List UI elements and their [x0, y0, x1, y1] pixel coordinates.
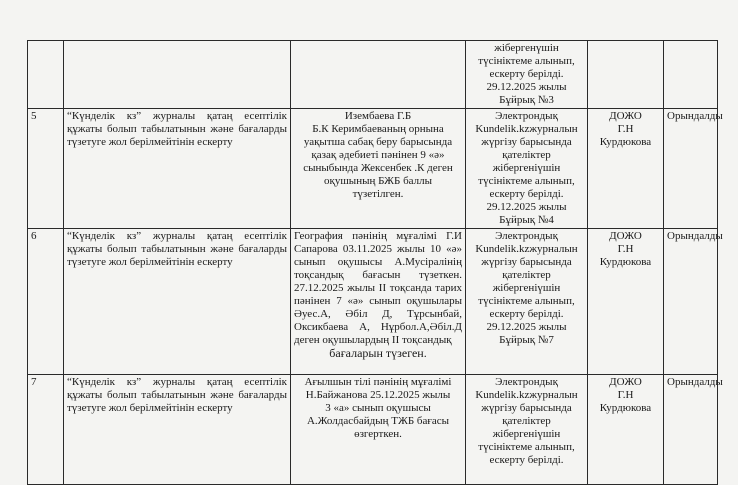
description-line: Изембаева Г.Б [344, 110, 412, 122]
result-line: Kundelik.kzжурналын [475, 243, 578, 255]
result-line: Kundelik.kzжурналын [475, 123, 578, 135]
responsible-line: Курдюкова [599, 402, 652, 414]
responsible-cell [588, 375, 664, 485]
description-text: География пәнінің мұғалімі Г.И Сапарова 03.11.2025 жылы 10 «ә» сынып оқушысы А.Мусіралінің тоқсандық бағасын түзеткен. 27.12.2025 жылы ІІ тоқсанда тарих пәнінен 7 «ә» сынып оқушылары Әуес.А, Әбіл Д, Тұрсынбай, Оксикбаева А, Нұрбол.А,Әбіл.Д деген оқушылардың ІІ тоқсандық [294, 230, 462, 346]
status-text: Орындалды [664, 229, 718, 375]
result-line: қателіктер [502, 269, 551, 281]
result-line: ескерту берілді. [489, 188, 564, 200]
result-line: Бұйрық №3 [499, 94, 554, 106]
issue-text: “Күнделік кз” журналы қатаң есептілік құжаты болып табылатынын және бағаларды түзетуге жол берілмейтінін ескерту [64, 229, 291, 375]
description-line: түзетілген. [352, 188, 404, 200]
description-line: қазақ әдебиеті пәнінен 9 «ә» [311, 149, 445, 161]
result-line: 29.12.2025 жылы [486, 201, 567, 213]
result-line: Электрондық [495, 230, 558, 242]
description-line: сыныбында Жексенбек .К деген [303, 162, 453, 174]
issue-cell [64, 41, 291, 109]
result-line: жүргізу барысында [481, 402, 572, 414]
responsible-line: ДОЖО [609, 230, 642, 242]
responsible-line: Г.Н [617, 243, 634, 255]
result-line: ескерту берілді. [489, 454, 564, 466]
result-cell [466, 41, 588, 109]
table-row [28, 109, 718, 229]
result-line: Kundelik.kzжурналын [475, 389, 578, 401]
result-line: Электрондық [495, 376, 558, 388]
description-cell [291, 41, 466, 109]
table-row [28, 41, 718, 109]
result-line: қателіктер [502, 149, 551, 161]
description-line: Н.Байжанова 25.12.2025 жылы [305, 389, 451, 401]
result-cell [466, 229, 588, 375]
responsible-cell [588, 41, 664, 109]
result-line: қателіктер [502, 415, 551, 427]
issue-text: “Күнделік кз” журналы қатаң есептілік құжаты болып табылатынын және бағаларды түзетуге жол берілмейтінін ескерту [64, 109, 291, 229]
description-line: А.Жолдасбайдың ТЖБ бағасы [306, 415, 450, 427]
result-line: Бұйрық №7 [499, 334, 554, 346]
result-cell [466, 375, 588, 485]
result-line: жібергеніүшін [492, 282, 561, 294]
result-line: жүргізу барысында [481, 256, 572, 268]
result-line: жібергеніүшін [492, 428, 561, 440]
result-line: жібергеніүшін [492, 162, 561, 174]
result-line: Бұйрық №4 [499, 214, 554, 226]
description-line: өзгерткен. [354, 428, 402, 440]
description-line: оқушының БЖБ баллы [323, 175, 433, 187]
issue-text: “Күнделік кз” журналы қатаң есептілік құжаты болып табылатынын және бағаларды түзетуге жол берілмейтінін ескерту [64, 375, 291, 485]
result-line: түсініктеме алынып, [478, 441, 575, 453]
number-cell [28, 41, 64, 109]
result-line: 29.12.2025 жылы [486, 81, 567, 93]
responsible-line: ДОЖО [609, 376, 642, 388]
responsible-line: Г.Н [617, 123, 634, 135]
row-number: 6 [28, 229, 64, 375]
responsible-line: Г.Н [617, 389, 634, 401]
result-line: жібергенүшін [494, 42, 559, 54]
description-line: 3 «а» сынып оқушысы [325, 402, 431, 414]
description-cell [291, 375, 466, 485]
result-line: түсініктеме алынып, [478, 295, 575, 307]
table-row [28, 375, 718, 485]
responsible-line: Курдюкова [599, 136, 652, 148]
result-cell [466, 109, 588, 229]
description-cell [291, 109, 466, 229]
description-text: бағаларын түзеген. [329, 346, 427, 360]
status-cell [664, 41, 718, 109]
responsible-line: Курдюкова [599, 256, 652, 268]
status-text: Орындалды [664, 109, 718, 229]
row-number: 5 [28, 109, 64, 229]
responsible-line: ДОЖО [609, 110, 642, 122]
responsible-cell [588, 109, 664, 229]
result-line: түсініктеме алынып, [478, 175, 575, 187]
result-line: Электрондық [495, 110, 558, 122]
description-line: Ағылшын тілі пәнінің мұғалімі [304, 376, 452, 388]
description-cell [291, 229, 466, 375]
description-line: Б.К Керимбаеваның орнына [312, 123, 444, 135]
result-line: ескерту берілді. [489, 308, 564, 320]
result-line: 29.12.2025 жылы [486, 321, 567, 333]
responsible-cell [588, 229, 664, 375]
table-row [28, 229, 718, 375]
row-number: 7 [28, 375, 64, 485]
report-table [27, 40, 723, 485]
result-line: түсініктеме алынып, [478, 55, 575, 67]
result-line: жүргізу барысында [481, 136, 572, 148]
status-text: Орындалды [664, 375, 718, 485]
description-line: уақытша сабақ беру барысында [303, 136, 453, 148]
result-line: ескерту берілді. [489, 68, 564, 80]
